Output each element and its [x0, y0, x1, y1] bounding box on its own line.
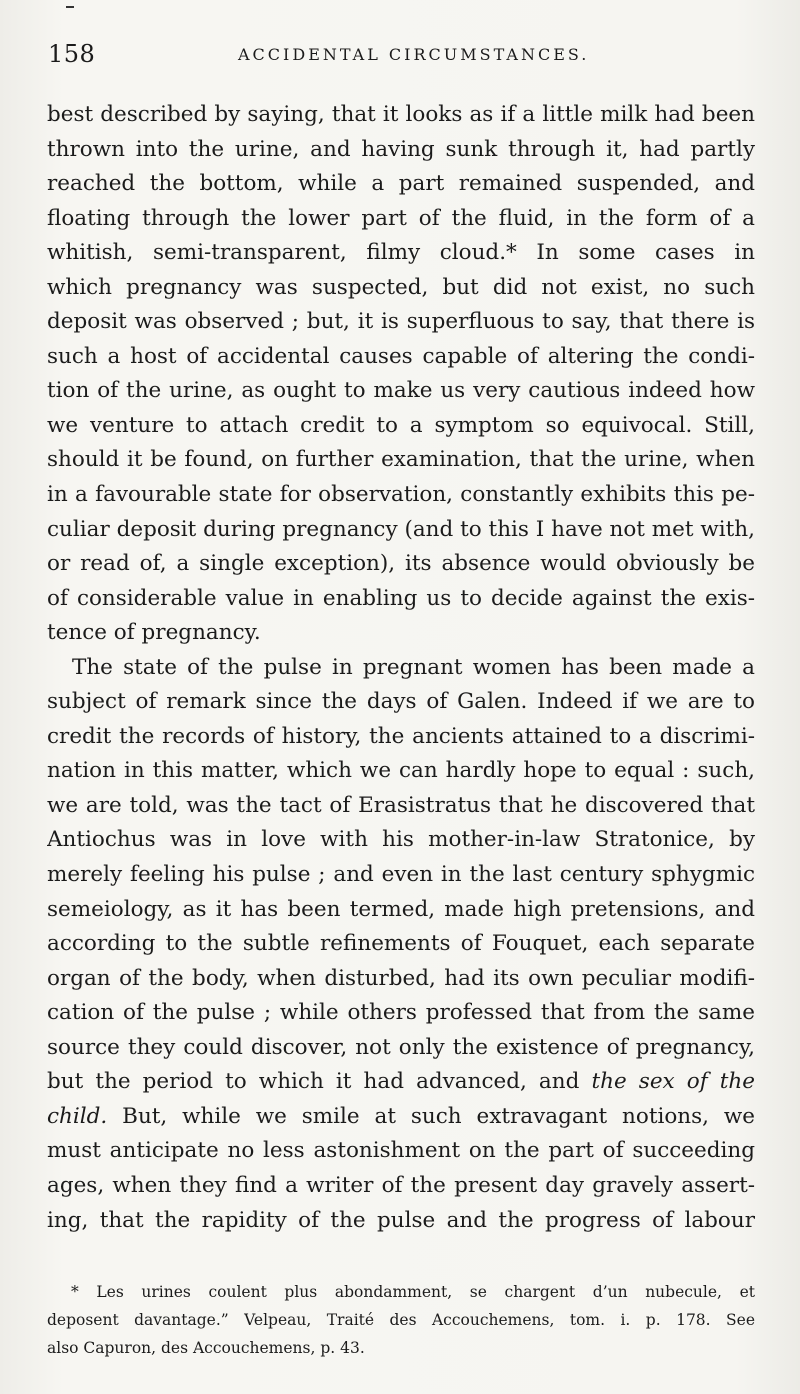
running-head: ACCIDENTAL CIRCUMSTANCES.	[238, 45, 590, 64]
page-number: 158	[48, 40, 96, 68]
italic-phrase: the sex of the	[591, 1069, 755, 1095]
text-line: thrown into the urine, and having sunk through it, had partly	[47, 136, 755, 162]
text-line: nation in this matter, which we can hardly hope to equal : such,	[47, 758, 755, 784]
text-line: floating through the lower part of the fluid, in the form of a	[47, 205, 755, 231]
text-line: merely feeling his pulse ; and even in the last century sphygmic	[47, 862, 755, 888]
text-line: reached the bottom, while a part remained suspended, and	[47, 171, 755, 197]
text-line: ing, that the rapidity of the pulse and the progress of labour	[47, 1207, 755, 1233]
text-line: best described by saying, that it looks as if a little milk had been	[47, 102, 755, 127]
text-line: must anticipate no less astonishment on the part of succeeding	[47, 1138, 755, 1164]
footnote-line: deposent davantage.” Velpeau, Traité des Accouchemens, tom. i. p. 178. See	[47, 1311, 755, 1329]
page-header	[48, 40, 756, 76]
text-line: tence of pregnancy.	[47, 620, 261, 646]
text-line-with-italics	[47, 1100, 755, 1135]
text-line: cation of the pulse ; while others professed that from the same	[47, 1000, 755, 1026]
text-line: we are told, was the tact of Erasistratus that he discovered that	[47, 792, 755, 818]
text-segment: but the period to which it had advanced, and	[47, 1069, 580, 1095]
italic-word: child.	[47, 1103, 108, 1129]
text-line: Antiochus was in love with his mother-in-law Stratonice, by	[47, 827, 755, 853]
text-line: in a favourable state for observation, constantly exhibits this pe-	[47, 482, 755, 508]
text-line: ages, when they find a writer of the present day gravely assert-	[47, 1172, 755, 1198]
text-line: semeiology, as it has been termed, made high pretensions, and	[47, 896, 755, 922]
text-line-with-italics	[47, 1065, 755, 1100]
text-line: whitish, semi-transparent, filmy cloud.* In some cases in	[47, 240, 755, 266]
text-line: such a host of accidental causes capable of altering the condi-	[47, 343, 755, 369]
paragraph-start-line: The state of the pulse in pregnant women has been made a	[72, 654, 755, 680]
text-line: source they could discover, not only the existence of pregnancy,	[47, 1034, 755, 1060]
footnote-line: also Capuron, des Accouchemens, p. 43.	[47, 1339, 365, 1357]
footnotes	[47, 1278, 755, 1362]
text-line: organ of the body, when disturbed, had its own peculiar modifi-	[47, 965, 755, 991]
text-line: subject of remark since the days of Galen. Indeed if we are to	[47, 689, 755, 715]
footnote-line: * Les urines coulent plus abondamment, se chargent d’un nubecule, et	[71, 1283, 755, 1301]
text-line: or read of, a single exception), its absence would obviously be	[47, 551, 755, 577]
text-line: tion of the urine, as ought to make us very cautious indeed how	[47, 378, 755, 404]
body-text	[47, 98, 755, 1238]
text-line: culiar deposit during pregnancy (and to this I have not met with,	[47, 516, 755, 542]
text-line: according to the subtle refinements of Fouquet, each separate	[47, 931, 755, 957]
text-line: which pregnancy was suspected, but did not exist, no such	[47, 274, 755, 300]
text-line: deposit was observed ; but, it is superfluous to say, that there is	[47, 309, 755, 335]
printer-mark	[66, 6, 74, 8]
text-segment: But, while we smile at such extravagant notions, we	[122, 1103, 755, 1129]
text-line: credit the records of history, the ancients attained to a discrimi-	[47, 723, 755, 749]
text-line: of considerable value in enabling us to decide against the exis-	[47, 585, 755, 611]
text-line: should it be found, on further examination, that the urine, when	[47, 447, 755, 473]
text-line: we venture to attach credit to a symptom so equivocal. Still,	[47, 412, 755, 438]
